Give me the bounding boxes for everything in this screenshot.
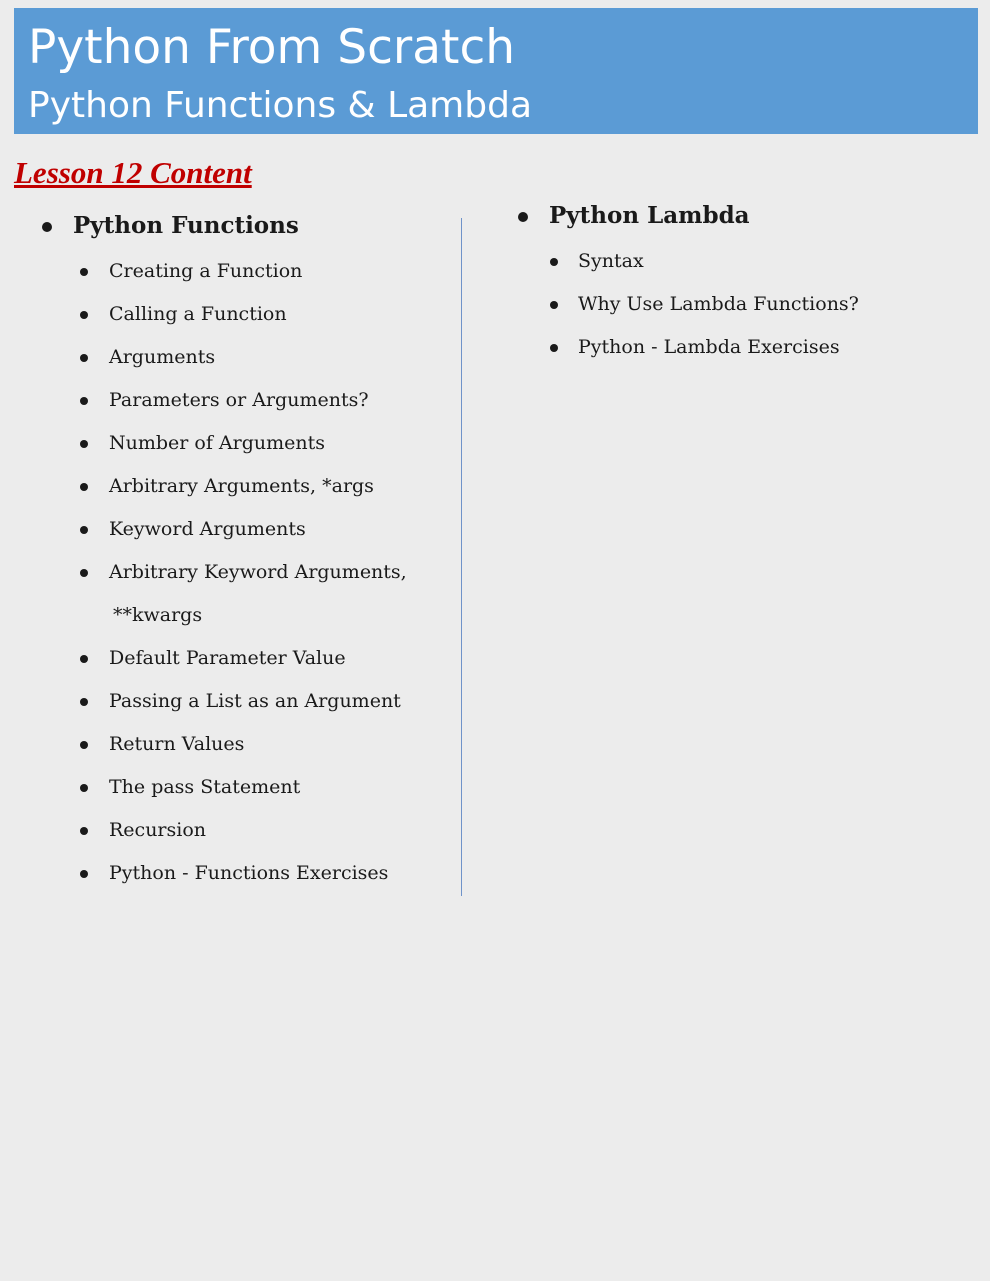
list-item-label: The pass Statement [109, 776, 301, 798]
list-item-label-continuation: **kwargs [113, 604, 203, 626]
bullet-icon [80, 483, 88, 491]
functions-column [42, 206, 452, 894]
bullet-icon [80, 784, 88, 792]
list-item-label: Keyword Arguments [109, 518, 306, 540]
list-item-label: Syntax [578, 250, 644, 272]
column-divider [461, 218, 462, 896]
list-item-label: Return Values [109, 733, 245, 755]
document-title: Python From Scratch [28, 20, 516, 75]
functions-topic-list [42, 249, 452, 894]
list-item [42, 292, 452, 335]
bullet-icon [42, 222, 52, 232]
lesson-heading: Lesson 12 Content [14, 155, 252, 190]
section-python-lambda [518, 196, 968, 239]
list-item [42, 378, 452, 421]
list-item-label: Recursion [109, 819, 207, 841]
list-item [518, 239, 968, 282]
list-item-label: Why Use Lambda Functions? [578, 293, 859, 315]
list-item-label: Passing a List as an Argument [109, 690, 401, 712]
bullet-icon [80, 741, 88, 749]
list-item [42, 808, 452, 851]
section-title: Python Lambda [549, 202, 750, 229]
list-item-label: Default Parameter Value [109, 647, 346, 669]
bullet-icon [80, 354, 88, 362]
list-item [42, 421, 452, 464]
list-item [42, 636, 452, 679]
list-item-label: Python - Lambda Exercises [578, 336, 840, 358]
list-item-label: Arbitrary Arguments, *args [109, 475, 374, 497]
section-python-functions [42, 206, 452, 249]
document-subtitle: Python Functions & Lambda [28, 85, 533, 126]
bullet-icon [80, 440, 88, 448]
list-item [42, 550, 452, 636]
bullet-icon [80, 870, 88, 878]
list-item-label: Python - Functions Exercises [109, 862, 389, 884]
bullet-icon [80, 397, 88, 405]
bullet-icon [80, 311, 88, 319]
list-item [518, 325, 968, 368]
bullet-icon [80, 569, 88, 577]
bullet-icon [80, 827, 88, 835]
list-item [518, 282, 968, 325]
list-item [42, 335, 452, 378]
list-item [42, 464, 452, 507]
list-item [42, 679, 452, 722]
list-item-label: Number of Arguments [109, 432, 326, 454]
list-item [42, 249, 452, 292]
list-item [42, 507, 452, 550]
list-item [42, 851, 452, 894]
bullet-icon [550, 258, 558, 266]
list-item-label: Arguments [109, 346, 216, 368]
bullet-icon [518, 212, 528, 222]
list-item-label: Parameters or Arguments? [109, 389, 369, 411]
list-item-label: Arbitrary Keyword Arguments, [109, 561, 407, 583]
lambda-column [518, 196, 968, 368]
bullet-icon [80, 698, 88, 706]
bullet-icon [80, 655, 88, 663]
title-banner [14, 8, 978, 134]
bullet-icon [80, 268, 88, 276]
bullet-icon [550, 301, 558, 309]
list-item-label: Creating a Function [109, 260, 303, 282]
bullet-icon [550, 344, 558, 352]
lambda-topic-list [518, 239, 968, 368]
list-item-label: Calling a Function [109, 303, 287, 325]
list-item [42, 765, 452, 808]
section-title: Python Functions [73, 212, 299, 239]
bullet-icon [80, 526, 88, 534]
list-item [42, 722, 452, 765]
